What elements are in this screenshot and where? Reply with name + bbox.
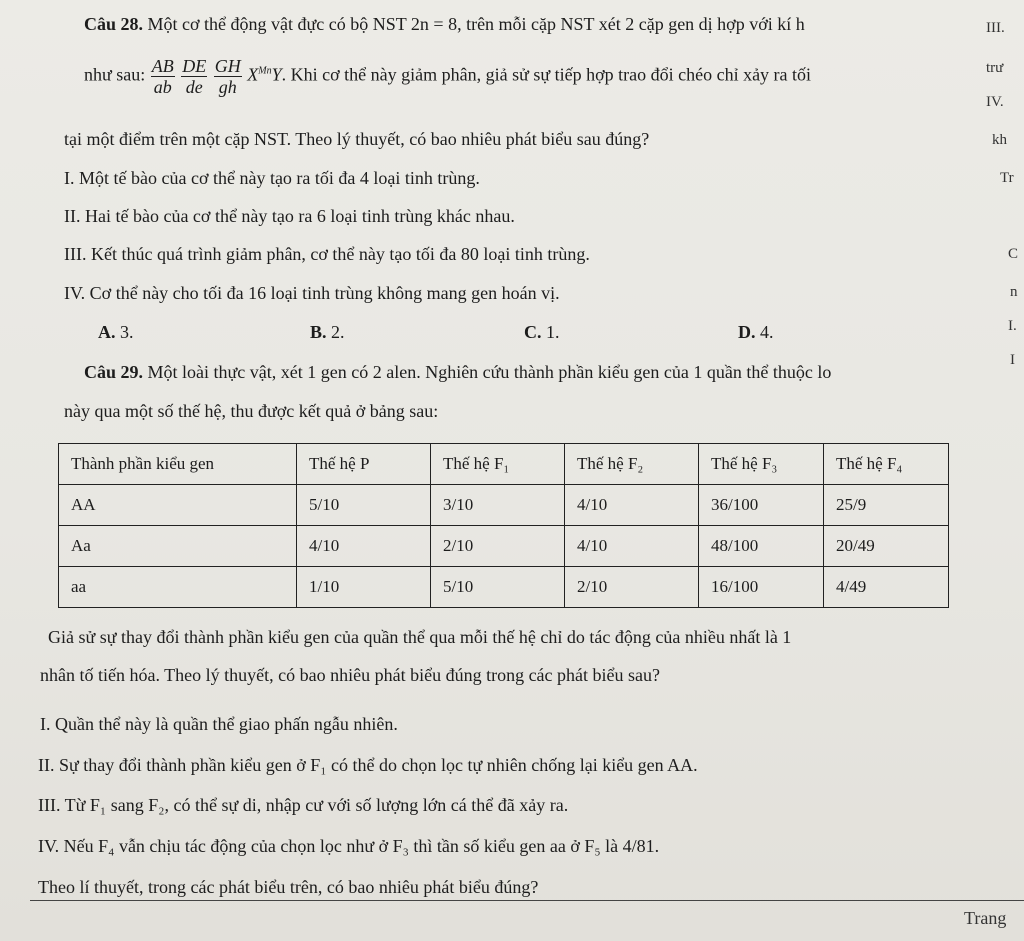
frac-num: GH: [214, 56, 241, 76]
table-cell: 1/10: [297, 567, 431, 608]
margin-text: III.: [986, 20, 1005, 36]
table-header-cell: Thành phần kiểu gen: [59, 444, 297, 485]
q28-option-a[interactable]: [98, 322, 134, 343]
margin-text: I.: [1008, 318, 1017, 334]
table-row: [59, 485, 949, 526]
y-chromosome: Y: [271, 64, 282, 85]
q28-intro: Một cơ thể động vật đực có bộ NST 2n = 8, trên mỗi cặp NST xét 2 cặp gen dị hợp với kí h: [143, 14, 805, 34]
margin-text: n: [1010, 284, 1018, 300]
option-value: 1.: [546, 322, 560, 342]
page-label: Trang: [964, 908, 1007, 928]
q29-label: Câu 29.: [84, 362, 144, 382]
genotype-table: [58, 443, 949, 608]
fraction-gh: [214, 56, 242, 97]
table-cell: 25/9: [824, 485, 949, 526]
option-label: B.: [310, 322, 327, 342]
q29-statement-4: IV. Nếu F₄ vẫn chịu tác động của chọn lọc như ở F₃ thì tần số kiểu gen aa ở F₅ là 4/81.: [38, 836, 660, 856]
margin-text: C: [1008, 246, 1019, 262]
table-header-cell: Thế hệ F₃: [699, 444, 824, 485]
q28-prefix: như sau:: [84, 64, 150, 85]
q28-line-2: [84, 56, 811, 97]
q29-intro: Một loài thực vật, xét 1 gen có 2 alen. Nghiên cứu thành phần kiểu gen của 1 quần thể thuộc lo: [143, 362, 832, 382]
table-cell: 48/100: [699, 526, 824, 567]
fraction-de: [181, 56, 207, 97]
q29-line-1: [84, 362, 831, 383]
table-cell: 16/100: [699, 567, 824, 608]
option-value: 3.: [120, 322, 134, 342]
q29-statement-3: III. Từ F₁ sang F₂, có thể sự di, nhập cư với số lượng lớn cá thể đã xảy ra.: [38, 795, 569, 815]
q29-after-2: nhân tố tiến hóa. Theo lý thuyết, có bao nhiêu phát biểu đúng trong các phát biểu sau?: [40, 665, 660, 685]
frac-den: de: [185, 77, 203, 97]
table-header-cell: Thế hệ F₁: [431, 444, 565, 485]
q29-statement-2: II. Sự thay đổi thành phần kiểu gen ở F₁ có thể do chọn lọc tự nhiên chống lại kiểu gen AA.: [38, 755, 698, 775]
q28-option-c[interactable]: [524, 322, 560, 343]
q28-statement-4: IV. Cơ thể này cho tối đa 16 loại tinh trùng không mang gen hoán vị.: [64, 283, 560, 303]
margin-text: IV.: [986, 94, 1004, 110]
table-cell: 5/10: [431, 567, 565, 608]
option-value: 4.: [760, 322, 774, 342]
table-cell: 3/10: [431, 485, 565, 526]
q28-line-1: [84, 14, 805, 35]
table-cell: 36/100: [699, 485, 824, 526]
table-cell: 2/10: [565, 567, 699, 608]
q28-option-d[interactable]: [738, 322, 774, 343]
table-cell: 4/10: [297, 526, 431, 567]
margin-text: I: [1010, 352, 1015, 368]
frac-num: AB: [151, 56, 174, 76]
table-cell: 20/49: [824, 526, 949, 567]
q28-statement-3: III. Kết thúc quá trình giảm phân, cơ thể này tạo tối đa 80 loại tinh trùng.: [64, 244, 590, 264]
table-header-cell: Thế hệ F₂: [565, 444, 699, 485]
margin-text: kh: [992, 132, 1007, 148]
q29-after-1: Giả sử sự thay đổi thành phần kiểu gen của quần thể qua mỗi thế hệ chỉ do tác động của nhiều nhất là 1: [48, 627, 792, 647]
margin-text: Tr: [1000, 170, 1014, 186]
q28-statement-1: I. Một tế bào của cơ thể này tạo ra tối đa 4 loại tinh trùng.: [64, 168, 480, 188]
table-cell: 4/10: [565, 526, 699, 567]
q28-label: Câu 28.: [84, 14, 144, 34]
table-header-cell: Thế hệ P: [297, 444, 431, 485]
table-header-row: [59, 444, 949, 485]
table-cell: 4/49: [824, 567, 949, 608]
table-cell: aa: [59, 567, 297, 608]
q29-statement-1: I. Quần thể này là quần thể giao phấn ngẫu nhiên.: [40, 714, 398, 734]
table-cell: AA: [59, 485, 297, 526]
table-row: [59, 526, 949, 567]
margin-text: trư: [986, 60, 1004, 76]
table-cell: 2/10: [431, 526, 565, 567]
frac-den: gh: [218, 77, 237, 97]
q28-line-3: tại một điểm trên một cặp NST. Theo lý thuyết, có bao nhiêu phát biểu sau đúng?: [64, 129, 650, 149]
fraction-ab: [151, 56, 175, 97]
table-header-cell: Thế hệ F₄: [824, 444, 949, 485]
frac-den: ab: [153, 77, 172, 97]
q29-line-2: này qua một số thế hệ, thu được kết quả ở bảng sau:: [64, 401, 439, 421]
q28-option-b[interactable]: [310, 322, 345, 343]
x-chromosome: X: [247, 64, 259, 85]
table-cell: Aa: [59, 526, 297, 567]
table-cell: 4/10: [565, 485, 699, 526]
x-allele-superscript: Mn: [258, 65, 272, 77]
table-row: [59, 567, 949, 608]
q28-suffix: . Khi cơ thể này giảm phân, giả sử sự tiếp hợp trao đổi chéo chỉ xảy ra tối: [281, 64, 812, 85]
option-label: D.: [738, 322, 756, 342]
frac-num: DE: [182, 56, 207, 76]
divider: [30, 900, 1024, 901]
table-cell: 5/10: [297, 485, 431, 526]
option-label: A.: [98, 322, 116, 342]
option-label: C.: [524, 322, 542, 342]
q29-question: Theo lí thuyết, trong các phát biểu trên, có bao nhiêu phát biểu đúng?: [38, 877, 539, 897]
option-value: 2.: [331, 322, 345, 342]
q28-statement-2: II. Hai tế bào của cơ thể này tạo ra 6 loại tinh trùng khác nhau.: [64, 206, 515, 226]
